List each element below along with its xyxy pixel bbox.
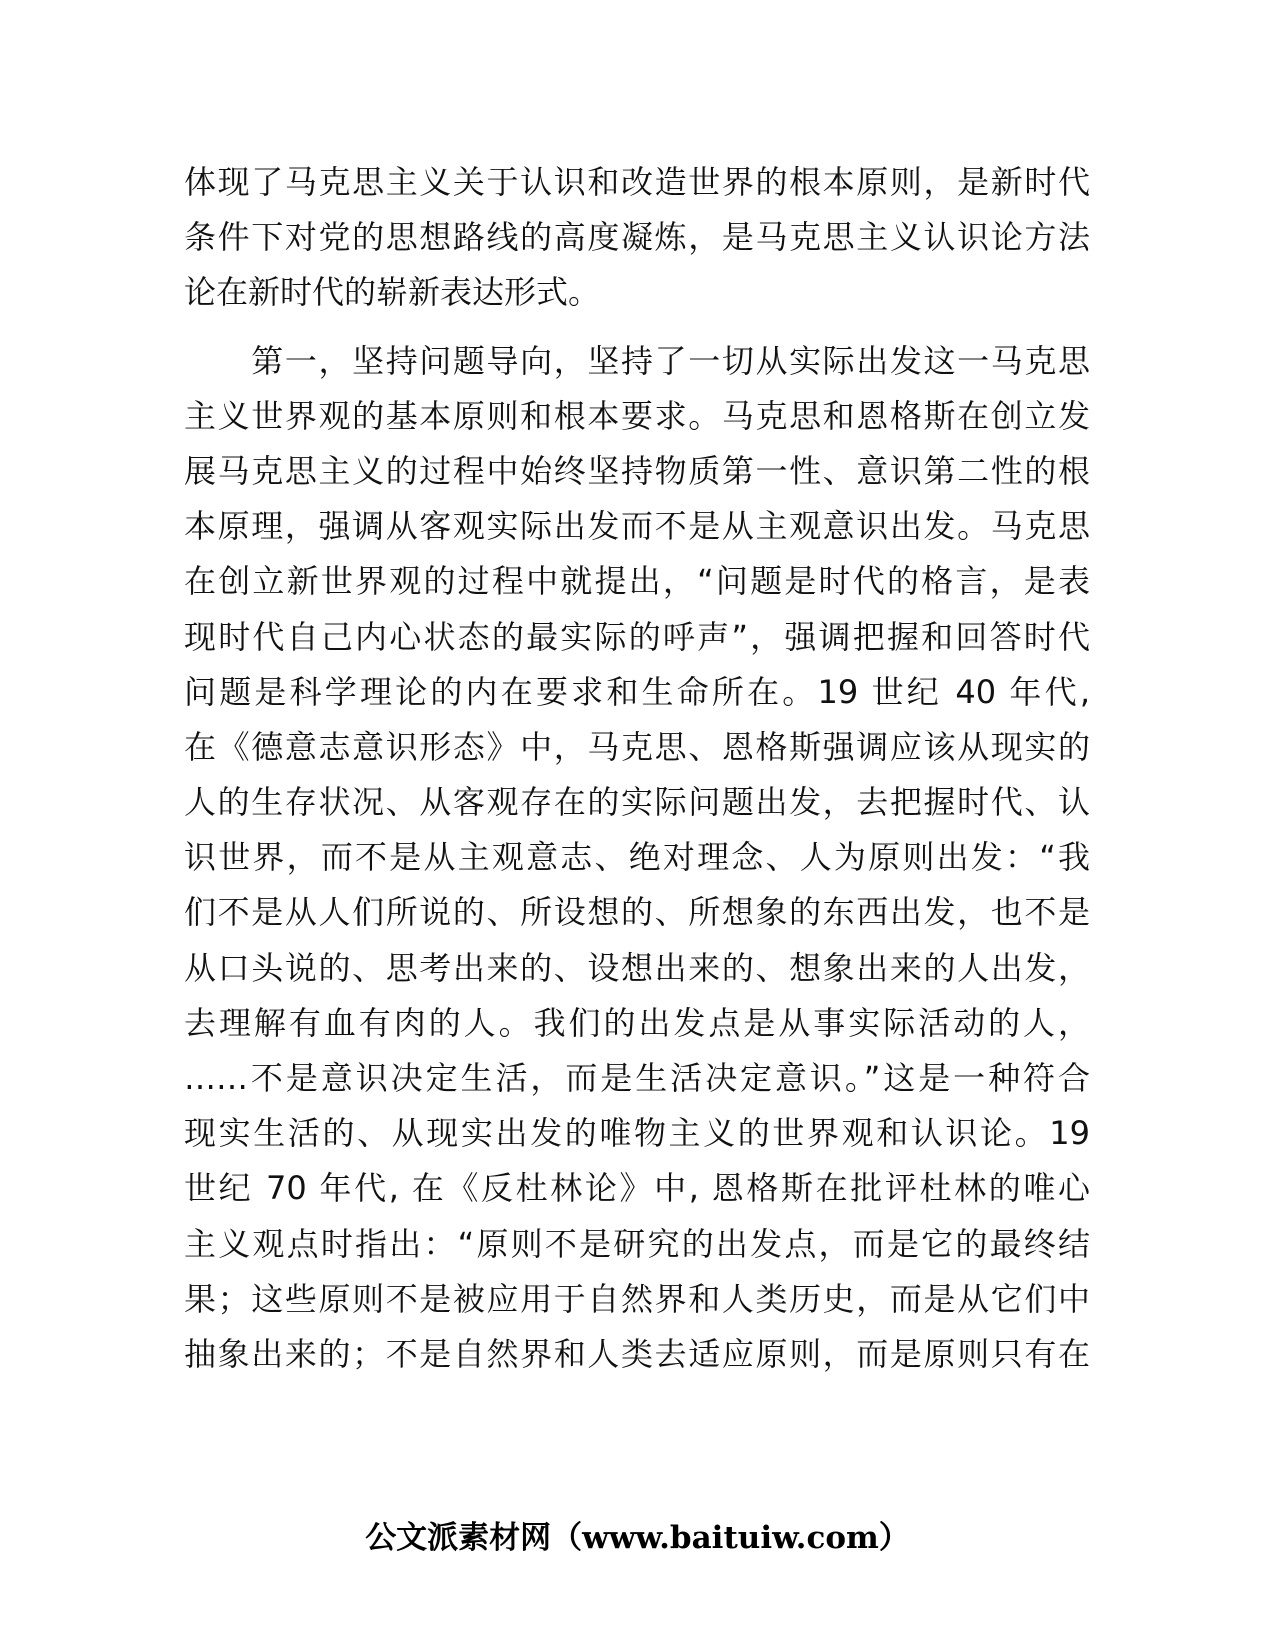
text-line: 世纪 70 年代, 在《反杜林论》中, 恩格斯在批评杜林的唯心 xyxy=(184,1169,1090,1208)
text-line: 本原理，强调从客观实际出发而不是从主观意识出发。马克思 xyxy=(184,507,1090,546)
text-line: 识世界，而不是从主观意志、绝对理念、人为原则出发：“我 xyxy=(184,838,1090,877)
text-line: 在《德意志意识形态》中，马克思、恩格斯强调应该从现实的 xyxy=(184,727,1090,766)
document-body xyxy=(184,155,1090,1382)
text-line: 们不是从人们所说的、所设想的、所想象的东西出发，也不是 xyxy=(184,893,1090,932)
text-line: 展马克思主义的过程中始终坚持物质第一性、意识第二性的根 xyxy=(184,451,1090,490)
text-line: 现实生活的、从现实出发的唯物主义的世界观和认识论。19 xyxy=(184,1114,1090,1153)
text-line: 果；这些原则不是被应用于自然界和人类历史，而是从它们中 xyxy=(184,1279,1090,1318)
text-line: 条件下对党的思想路线的高度凝炼，是马克思主义认识论方法 xyxy=(184,218,1090,257)
paragraph-1 xyxy=(184,155,1090,321)
text-line: 抽象出来的；不是自然界和人类去适应原则，而是原则只有在 xyxy=(184,1334,1090,1373)
text-line: 第一，坚持问题导向，坚持了一切从实际出发这一马克思 xyxy=(184,341,1090,380)
text-line: 体现了马克思主义关于认识和改造世界的根本原则，是新时代 xyxy=(184,163,1090,201)
text-line: 问题是科学理论的内在要求和生命所在。19 世纪 40 年代, xyxy=(184,672,1090,711)
text-line: 去理解有血有肉的人。我们的出发点是从事实际活动的人， xyxy=(184,1003,1090,1042)
paragraph-spacing xyxy=(184,321,1090,334)
paragraph-2 xyxy=(184,334,1090,1383)
text-line: 在创立新世界观的过程中就提出，“问题是时代的格言，是表 xyxy=(184,562,1090,601)
text-line: 主义观点时指出：“原则不是研究的出发点，而是它的最终结 xyxy=(184,1224,1090,1263)
text-line: ……不是意识决定生活，而是生活决定意识。”这是一种符合 xyxy=(184,1059,1090,1097)
text-line: 现时代自己内心状态的最实际的呼声”，强调把握和回答时代 xyxy=(184,617,1090,656)
text-line: 从口头说的、思考出来的、设想出来的、想象出来的人出发， xyxy=(184,948,1090,987)
text-line: 主义世界观的基本原则和根本要求。马克思和恩格斯在创立发 xyxy=(184,396,1090,435)
footer-watermark: 公文派素材网（www.baituiw.com） xyxy=(365,1520,910,1556)
text-line: 人的生存状况、从客观存在的实际问题出发，去把握时代、认 xyxy=(184,783,1090,822)
text-line: 论在新时代的崭新表达形式。 xyxy=(184,273,601,312)
